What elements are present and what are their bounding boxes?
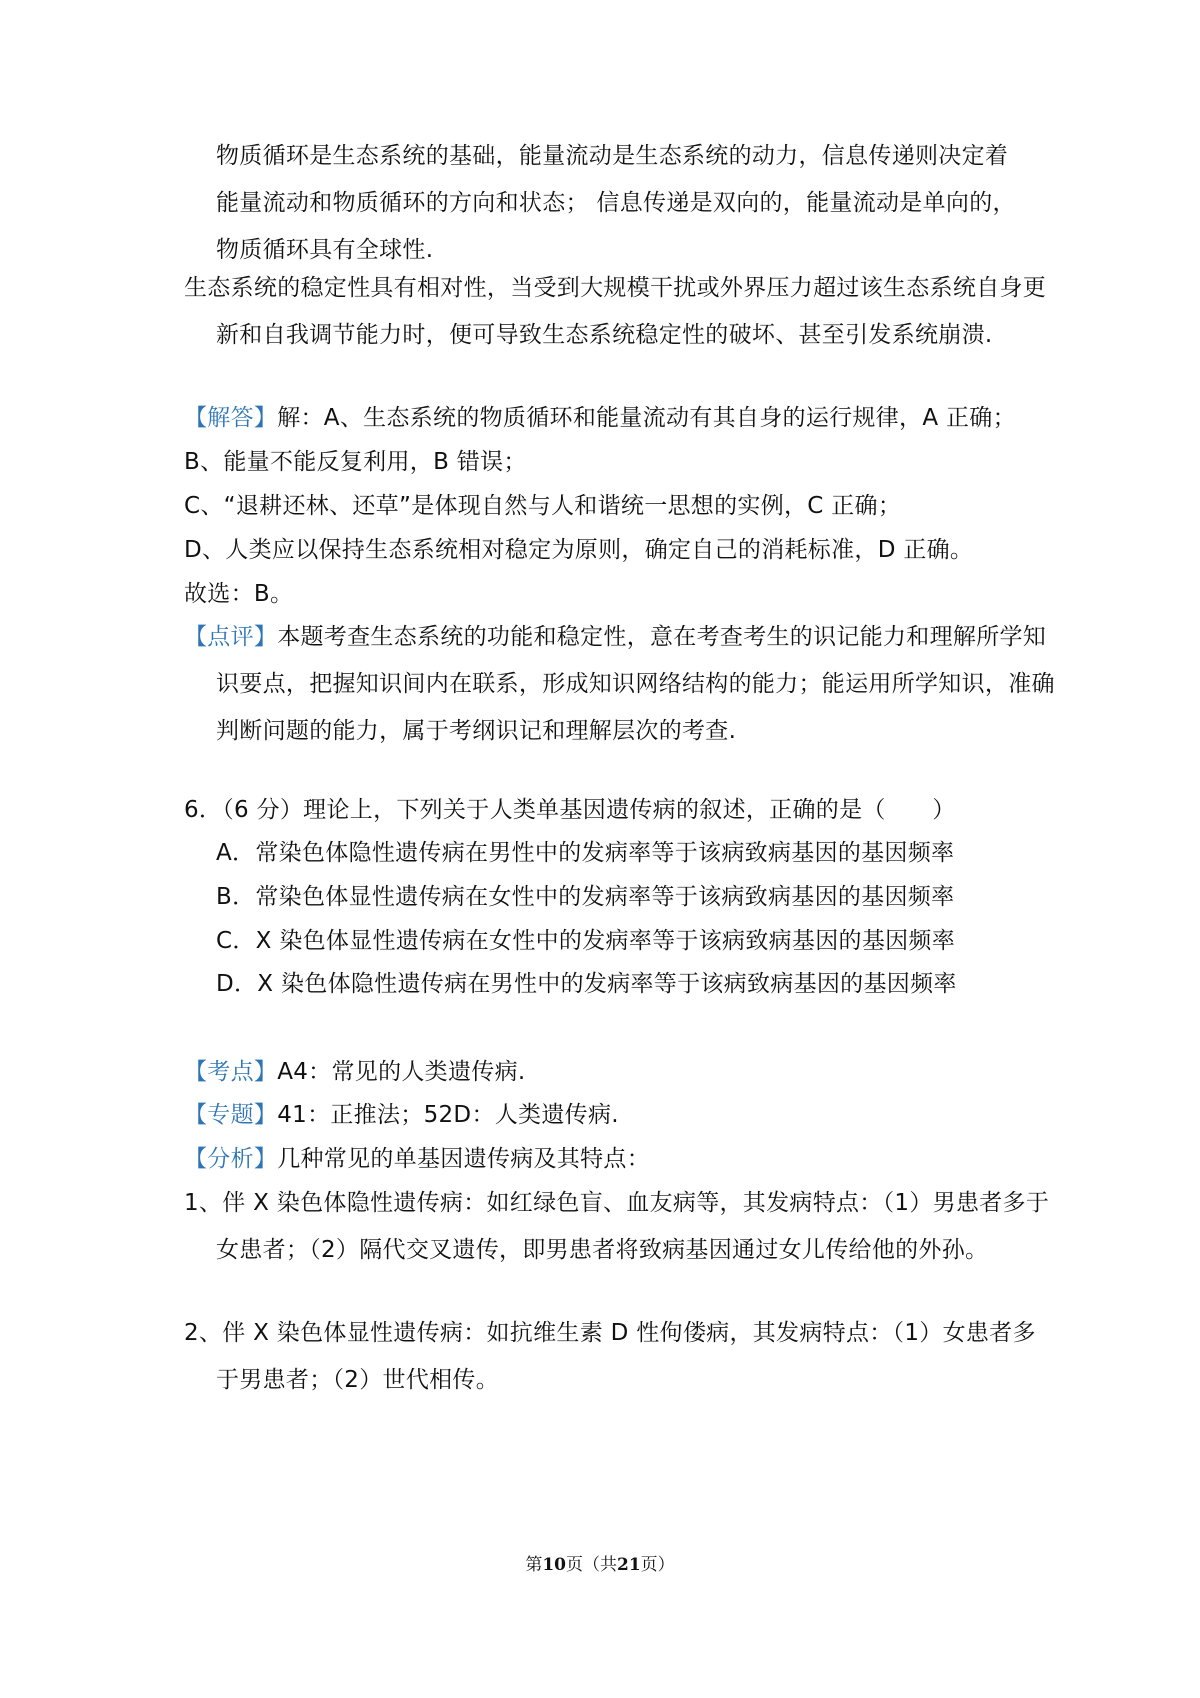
footer-prefix: 第 — [525, 1555, 543, 1575]
answer-tag: 【解答】 — [184, 405, 278, 431]
footer-mid: 页（共 — [566, 1555, 617, 1575]
answer-line-b: B、能量不能反复利用，B 错误； — [184, 449, 527, 475]
paragraph-material-cycle: 物质循环是生态系统的基础，能量流动是生态系统的动力，信息传递则决定着能量流动和物质循环的方向和状态； 信息传递是双向的，能量流动是单向的，物质循环具有全球性. — [216, 143, 1016, 263]
footer-page-number: 10 — [542, 1555, 566, 1575]
footer-suffix: 页） — [640, 1555, 675, 1575]
comment-tag: 【点评】 — [184, 624, 278, 650]
answer-text: 解：A、生态系统的物质循环和能量流动有其自身的运行规律，A 正确； — [277, 405, 1016, 431]
zhuanti-tag: 【专题】 — [184, 1102, 278, 1128]
footer-total-pages: 21 — [617, 1555, 641, 1575]
fenxi-line — [184, 1136, 1058, 1183]
page-footer — [0, 1550, 1200, 1575]
kaodian-text: A4：常见的人类遗传病. — [277, 1059, 526, 1085]
option-d: D．X 染色体隐性遗传病在男性中的发病率等于该病致病基因的基因频率 — [216, 971, 957, 997]
comment-paragraph — [184, 614, 1058, 755]
kaodian-line — [184, 1049, 1058, 1096]
answer-line-c: C、“退耕还林、还草”是体现自然与人和谐统一思想的实例，C 正确； — [184, 493, 902, 519]
paragraph-stability: 生态系统的稳定性具有相对性，当受到大规模干扰或外界压力超过该生态系统自身更新和自我调节能力时，便可导致生态系统稳定性的破坏、甚至引发系统崩溃. — [184, 275, 1047, 348]
kaodian-tag: 【考点】 — [184, 1059, 278, 1085]
fenxi-tag: 【分析】 — [184, 1146, 278, 1172]
zhuanti-line — [184, 1092, 1058, 1139]
option-c: C．X 染色体显性遗传病在女性中的发病率等于该病致病基因的基因频率 — [216, 928, 956, 954]
fenxi-text: 几种常见的单基因遗传病及其特点： — [277, 1146, 651, 1172]
option-b: B．常染色体显性遗传病在女性中的发病率等于该病致病基因的基因频率 — [216, 884, 955, 910]
analysis-item-2: 2、伴 X 染色体显性遗传病：如抗维生素 D 性佝偻病，其发病特点：（1）女患者多于男患者；（2）世代相传。 — [184, 1320, 1036, 1393]
option-a: A．常染色体隐性遗传病在男性中的发病率等于该病致病基因的基因频率 — [216, 840, 955, 866]
answer-line-d: D、人类应以保持生态系统相对稳定为原则，确定自己的消耗标准，D 正确。 — [184, 537, 974, 563]
answer-choice: 故选：B。 — [184, 581, 294, 607]
question-stem: 6．（6 分）理论上，下列关于人类单基因遗传病的叙述，正确的是（ ） — [184, 797, 956, 823]
answer-paragraph — [184, 395, 1058, 442]
analysis-item-1: 1、伴 X 染色体隐性遗传病：如红绿色盲、血友病等，其发病特点：（1）男患者多于女患者；（2）隔代交叉遗传，即男患者将致病基因通过女儿传给他的外孙。 — [184, 1190, 1050, 1263]
zhuanti-text: 41：正推法；52D：人类遗传病. — [277, 1102, 619, 1128]
comment-text: 本题考查生态系统的功能和稳定性，意在考查考生的识记能力和理解所学知识要点，把握知识间内在联系，形成知识网络结构的能力；能运用所学知识，准确判断问题的能力，属于考纲识记和理解层次的考查. — [216, 624, 1055, 744]
